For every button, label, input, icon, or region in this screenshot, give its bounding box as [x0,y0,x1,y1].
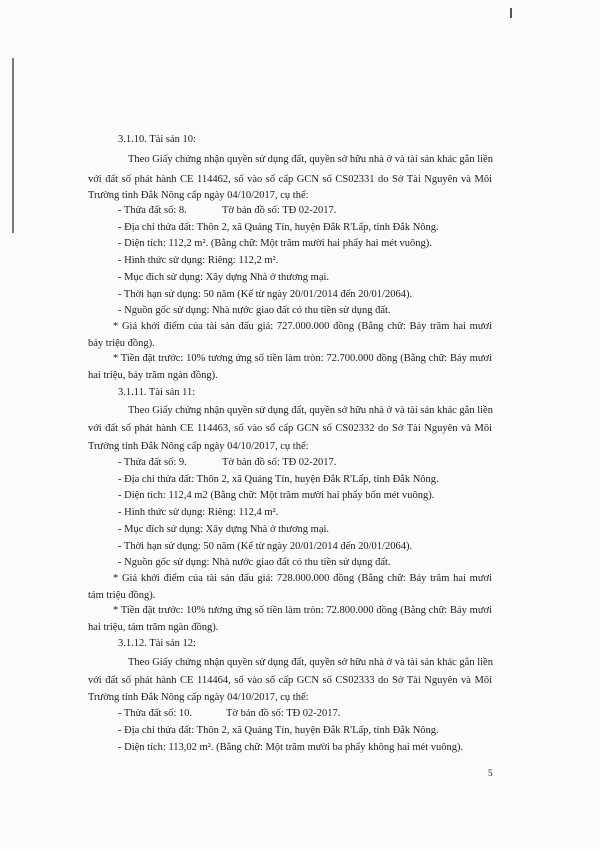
detail-line: - Hình thức sử dụng: Riêng: 112,2 m². [118,255,279,266]
deposit-line: hai triệu, bảy trăm ngàn đồng). [88,370,218,381]
detail-line: - Địa chỉ thửa đất: Thôn 2, xã Quảng Tín, huyện Đắk R'Lấp, tỉnh Đắk Nông. [118,222,439,233]
intro-line: với đất số phát hành CE 114464, số vào sổ cấp GCN số CS02333 do Sở Tài Nguyên và Môi [88,675,492,686]
detail-line: - Nguồn gốc sử dụng: Nhà nước giao đất có thu tiền sử dụng đất. [118,305,391,316]
deposit-line: * Tiền đặt trước: 10% tương ứng số tiền làm tròn: 72.700.000 đồng (Bằng chữ: Bảy mươi [113,353,492,364]
parcel-number: - Thửa đất số: 9. [118,457,187,468]
scan-edge-line [12,58,14,233]
intro-line: Trường tỉnh Đắk Nông cấp ngày 04/10/2017, cụ thể: [88,692,309,703]
page-number: 5 [488,768,493,778]
map-sheet-number: Tờ bản đồ số: TĐ 02-2017. [226,708,341,719]
detail-line: - Thời hạn sử dụng: 50 năm (Kể từ ngày 20/01/2014 đến 20/01/2064). [118,289,413,300]
starting-price-line: bảy triệu đồng). [88,338,155,349]
detail-line: - Mục đích sử dụng: Xây dựng Nhà ở thương mại. [118,272,330,283]
starting-price-line: tám triệu đồng). [88,590,156,601]
map-sheet-number: Tờ bản đồ số: TĐ 02-2017. [222,205,337,216]
parcel-number: - Thửa đất số: 10. [118,708,193,719]
detail-line: - Hình thức sử dụng: Riêng: 112,4 m². [118,507,279,518]
map-sheet-number: Tờ bản đồ số: TĐ 02-2017. [222,457,337,468]
starting-price-line: * Giá khởi điểm của tài sản đấu giá: 728.000.000 đồng (Bằng chữ: Bảy trăm hai mươi [113,573,492,584]
intro-line: Trường tỉnh Đắk Nông cấp ngày 04/10/2017, cụ thể: [88,441,309,452]
scan-corner-mark [510,8,512,18]
detail-line: - Mục đích sử dụng: Xây dựng Nhà ở thương mại. [118,524,330,535]
section-heading: 3.1.12. Tài sản 12: [118,638,196,649]
detail-line: - Diện tích: 113,02 m². (Bằng chữ: Một trăm mười ba phẩy không hai mét vuông). [118,742,464,753]
starting-price-line: * Giá khởi điểm của tài sản đấu giá: 727.000.000 đồng (Bằng chữ: Bảy trăm hai mươi [113,321,492,332]
detail-line: - Diện tích: 112,4 m2 (Bằng chữ: Một trăm mười hai phẩy bốn mét vuông). [118,490,435,501]
intro-line: với đất số phát hành CE 114463, số vào sổ cấp GCN số CS02332 do Sở Tài Nguyên và Môi [88,423,492,434]
intro-line: Theo Giấy chứng nhận quyền sử dụng đất, quyền sở hữu nhà ở và tài sản khác gắn liền [128,405,493,416]
intro-line: Trường tỉnh Đắk Nông cấp ngày 04/10/2017, cụ thể: [88,190,309,201]
detail-line: - Thời hạn sử dụng: 50 năm (Kể từ ngày 20/01/2014 đến 20/01/2064). [118,541,413,552]
intro-line: Theo Giấy chứng nhận quyền sử dụng đất, quyền sở hữu nhà ở và tài sản khác gắn liền [128,154,493,165]
section-heading: 3.1.11. Tài sản 11: [118,387,196,398]
detail-line: - Địa chỉ thửa đất: Thôn 2, xã Quảng Tín, huyện Đắk R'Lấp, tỉnh Đắk Nông. [118,474,439,485]
deposit-line: * Tiền đặt trước: 10% tương ứng số tiền làm tròn: 72.800.000 đồng (Bằng chữ: Bảy mươi [113,605,492,616]
detail-line: - Diện tích: 112,2 m². (Bằng chữ: Một trăm mười hai phẩy hai mét vuông). [118,238,432,249]
detail-line: - Nguồn gốc sử dụng: Nhà nước giao đất có thu tiền sử dụng đất. [118,557,391,568]
parcel-number: - Thửa đất số: 8. [118,205,187,216]
intro-line: với đất số phát hành CE 114462, số vào sổ cấp GCN số CS02331 do Sở Tài Nguyên và Môi [88,174,492,185]
detail-line: - Địa chỉ thửa đất: Thôn 2, xã Quảng Tín, huyện Đắk R'Lấp, tỉnh Đắk Nông. [118,725,439,736]
intro-line: Theo Giấy chứng nhận quyền sử dụng đất, quyền sở hữu nhà ở và tài sản khác gắn liền [128,657,493,668]
deposit-line: hai triệu, tám trăm ngàn đồng). [88,622,219,633]
section-heading: 3.1.10. Tài sản 10: [118,134,196,145]
